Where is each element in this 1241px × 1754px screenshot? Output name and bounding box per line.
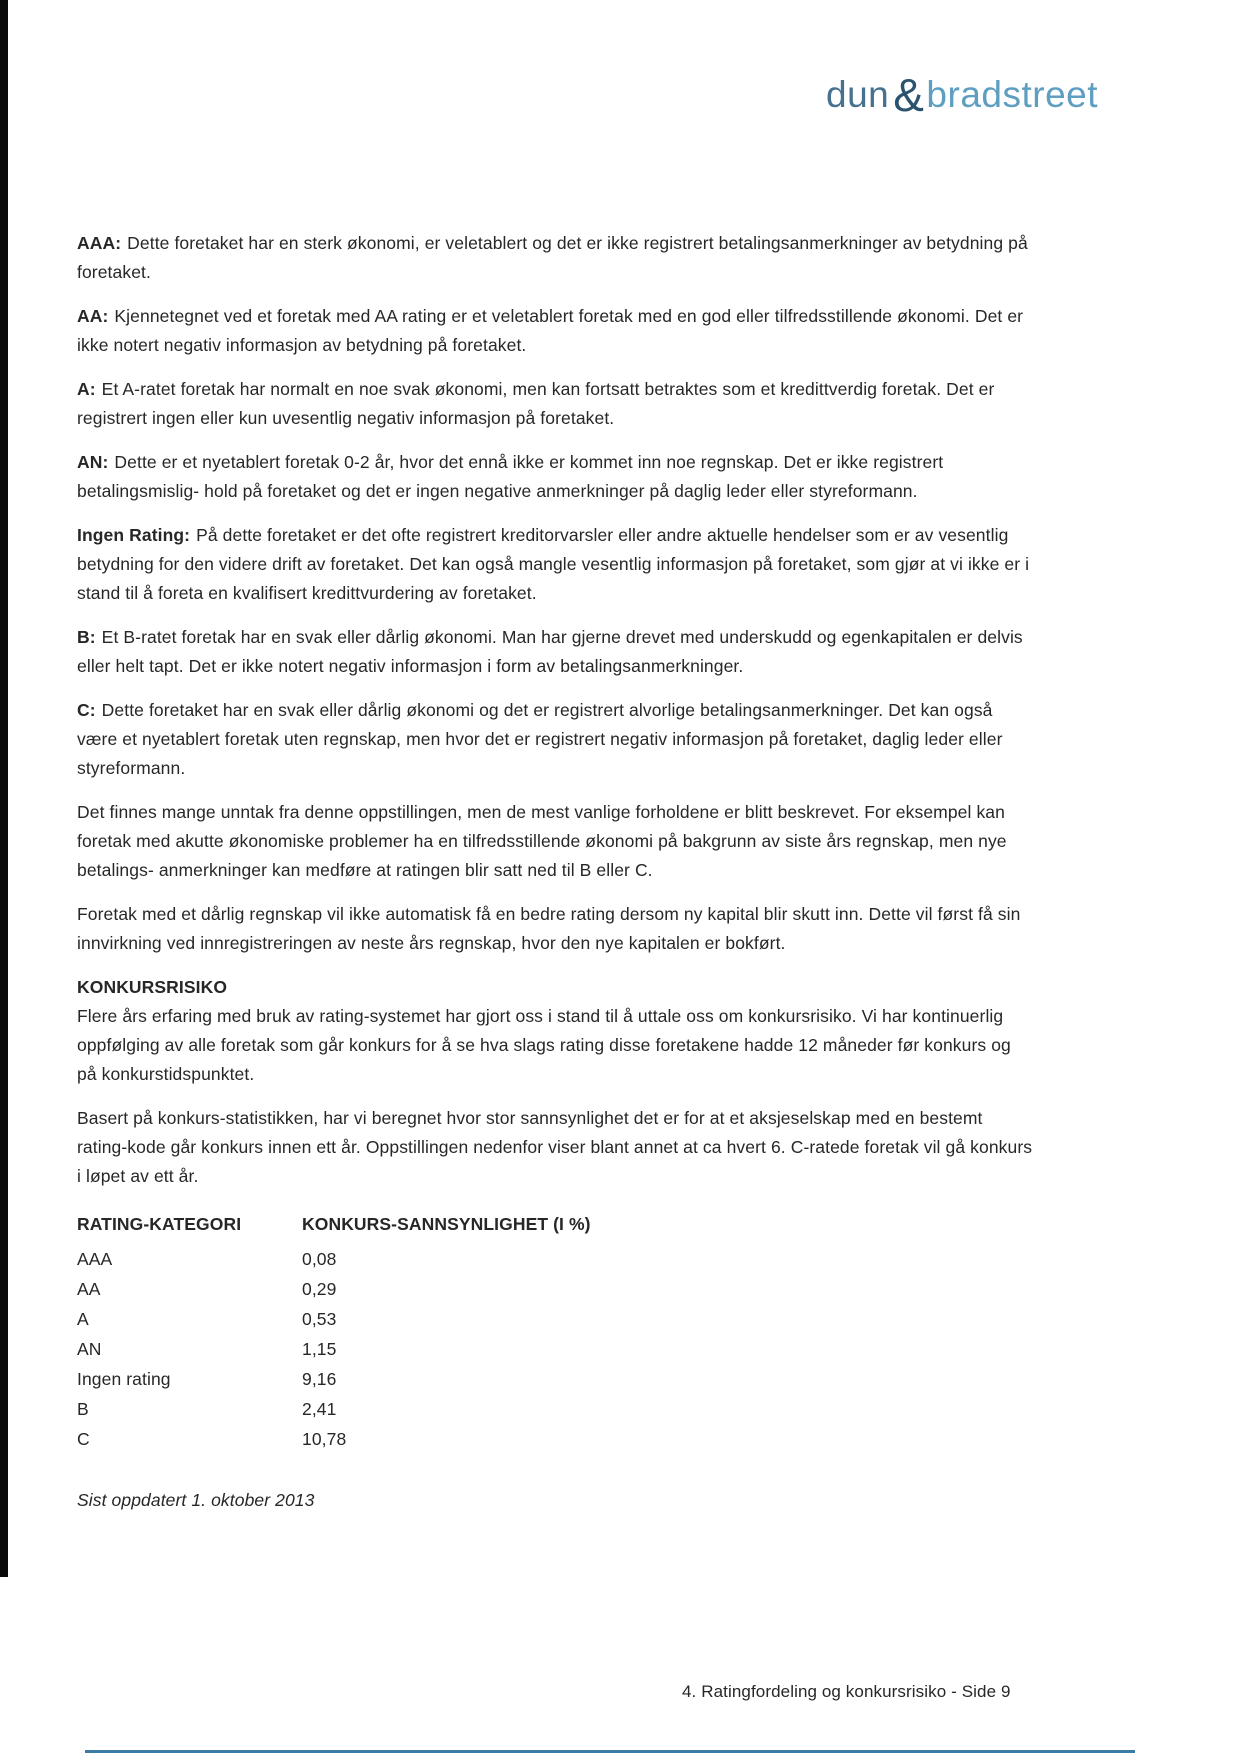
bankruptcy-probability: 0,29	[302, 1279, 337, 1299]
bankruptcy-probability: 2,41	[302, 1399, 337, 1419]
rating-label-aa: AA:	[77, 306, 109, 326]
page-left-edge-artifact	[0, 0, 8, 1577]
rating-category: AA	[77, 1279, 101, 1299]
rating-category: AAA	[77, 1249, 113, 1269]
konkursrisiko-body: Flere års erfaring med bruk av rating-systemet har gjort oss i stand til å uttale oss om konkursrisiko. Vi har kontinuerlig oppfølging av alle foretak som går konkurs for å se hva slags rating disse foretakene hadde 12 måneder før konkurs og på konkurstidspunktet.	[77, 1006, 1011, 1084]
rating-category: B	[77, 1399, 89, 1419]
rating-label-ingen-rating: Ingen Rating:	[77, 525, 191, 545]
exceptions-text: Det finnes mange unntak fra denne oppstillingen, men de mest vanlige forholdene er blitt beskrevet. For eksempel kan foretak med akutte økonomiske problemer ha en tilfredsstillende økonomi på bakgrunn av siste års regnskap, men nye betalings- anmerkninger kan medføre at ratingen blir satt ned til B eller C.	[77, 802, 1007, 880]
table-row	[77, 1304, 1033, 1334]
bankruptcy-probability: 10,78	[302, 1429, 347, 1449]
bankruptcy-probability: 9,16	[302, 1369, 337, 1389]
rating-category: Ingen rating	[77, 1369, 171, 1389]
logo-text-bradstreet: bradstreet	[926, 74, 1099, 115]
document-body	[77, 229, 1033, 1533]
rating-text-aa: Kjennetegnet ved et foretak med AA rating er et veletablert foretak med en god eller tilfredsstillende økonomi. Det er ikke notert negativ informasjon av betydning på foretaket.	[77, 306, 1024, 355]
column-header-rating-kategori: RATING-KATEGORI	[77, 1214, 242, 1234]
rating-label-aaa: AAA:	[77, 233, 122, 253]
bankruptcy-probability: 0,53	[302, 1309, 337, 1329]
rating-paragraph-aa	[77, 302, 1033, 360]
rating-text-a: Et A-ratet foretak har normalt en noe svak økonomi, men kan fortsatt betraktes som et kredittverdig foretak. Det er registrert ingen eller kun uvesentlig negativ informasjon på foretaket.	[77, 379, 995, 428]
logo-text-dun: dun	[826, 74, 890, 115]
rating-probability-table	[77, 1209, 1033, 1454]
bankruptcy-probability: 1,15	[302, 1339, 337, 1359]
logo-ampersand-icon: &	[893, 69, 925, 121]
rating-paragraph-c	[77, 696, 1033, 783]
rating-text-aaa: Dette foretaket har en sterk økonomi, er veletablert og det er ikke registrert betalingsanmerkninger av betydning på foretaket.	[77, 233, 1028, 282]
exceptions-paragraph	[77, 798, 1033, 885]
rating-paragraph-b	[77, 623, 1033, 681]
rating-paragraph-ingen-rating	[77, 521, 1033, 608]
last-updated-note: Sist oppdatert 1. oktober 2013	[77, 1490, 315, 1510]
column-header-konkurs-sannsynlighet: KONKURS-SANNSYNLIGHET (I %)	[302, 1214, 591, 1234]
bankruptcy-probability: 0,08	[302, 1249, 337, 1269]
rating-text-an: Dette er et nyetablert foretak 0-2 år, hvor det ennå ikke er kommet inn noe regnskap. Det er ikke registrert betalingsmislig- hold på foretaket og det er ingen negative anmerkninger på daglig leder eller styreformann.	[77, 452, 944, 501]
section-heading-konkursrisiko: KONKURSRISIKO	[77, 977, 228, 997]
rating-label-b: B:	[77, 627, 96, 647]
rating-paragraph-aaa	[77, 229, 1033, 287]
rating-category: C	[77, 1429, 90, 1449]
rating-label-a: A:	[77, 379, 96, 399]
rating-text-c: Dette foretaket har en svak eller dårlig økonomi og det er registrert alvorlige betalingsanmerkninger. Det kan også være et nyetablert foretak uten regnskap, men hvor det er registrert negativ informasjon på foretaket, daglig leder eller styreformann.	[77, 700, 1003, 778]
rating-category: A	[77, 1309, 89, 1329]
rating-text-ingen-rating: På dette foretaket er det ofte registrert kreditorvarsler eller andre aktuelle hendelser som er av vesentlig betydning for den videre drift av foretaket. Det kan også mangle vesentlig informasjon på foretaket, som gjør at vi ikke er i stand til å foreta en kvalifisert kredittvurdering av foretaket.	[77, 525, 1030, 603]
page-footer: 4. Ratingfordeling og konkursrisiko - Side 9	[682, 1682, 1011, 1701]
konkursrisiko-body2: Basert på konkurs-statistikken, har vi beregnet hvor stor sannsynlighet det er for at et aksjeselskap med en bestemt rating-kode går konkurs innen ett år. Oppstillingen nedenfor viser blant annet at ca hvert 6. C-ratede foretak vil gå konkurs i løpet av ett år.	[77, 1108, 1033, 1186]
dun-bradstreet-logo	[826, 68, 1098, 122]
table-header-row	[77, 1209, 1033, 1239]
table-row	[77, 1394, 1033, 1424]
rating-category: AN	[77, 1339, 102, 1359]
table-row	[77, 1334, 1033, 1364]
table-row	[77, 1274, 1033, 1304]
rating-label-c: C:	[77, 700, 96, 720]
capital-injection-text: Foretak med et dårlig regnskap vil ikke automatisk få en bedre rating dersom ny kapital blir skutt inn. Dette vil først få sin innvirkning ved innregistreringen av neste års regnskap, hvor den nye kapitalen er bokført.	[77, 904, 1021, 953]
page-bottom-edge-artifact	[85, 1750, 1135, 1753]
rating-label-an: AN:	[77, 452, 109, 472]
table-row	[77, 1244, 1033, 1274]
table-row	[77, 1364, 1033, 1394]
rating-text-b: Et B-ratet foretak har en svak eller dårlig økonomi. Man har gjerne drevet med underskudd og egenkapitalen er delvis eller helt tapt. Det er ikke notert negativ informasjon i form av betalingsanmerkninger.	[77, 627, 1023, 676]
rating-paragraph-a	[77, 375, 1033, 433]
table-row	[77, 1424, 1033, 1454]
rating-paragraph-an	[77, 448, 1033, 506]
capital-injection-paragraph	[77, 900, 1033, 958]
